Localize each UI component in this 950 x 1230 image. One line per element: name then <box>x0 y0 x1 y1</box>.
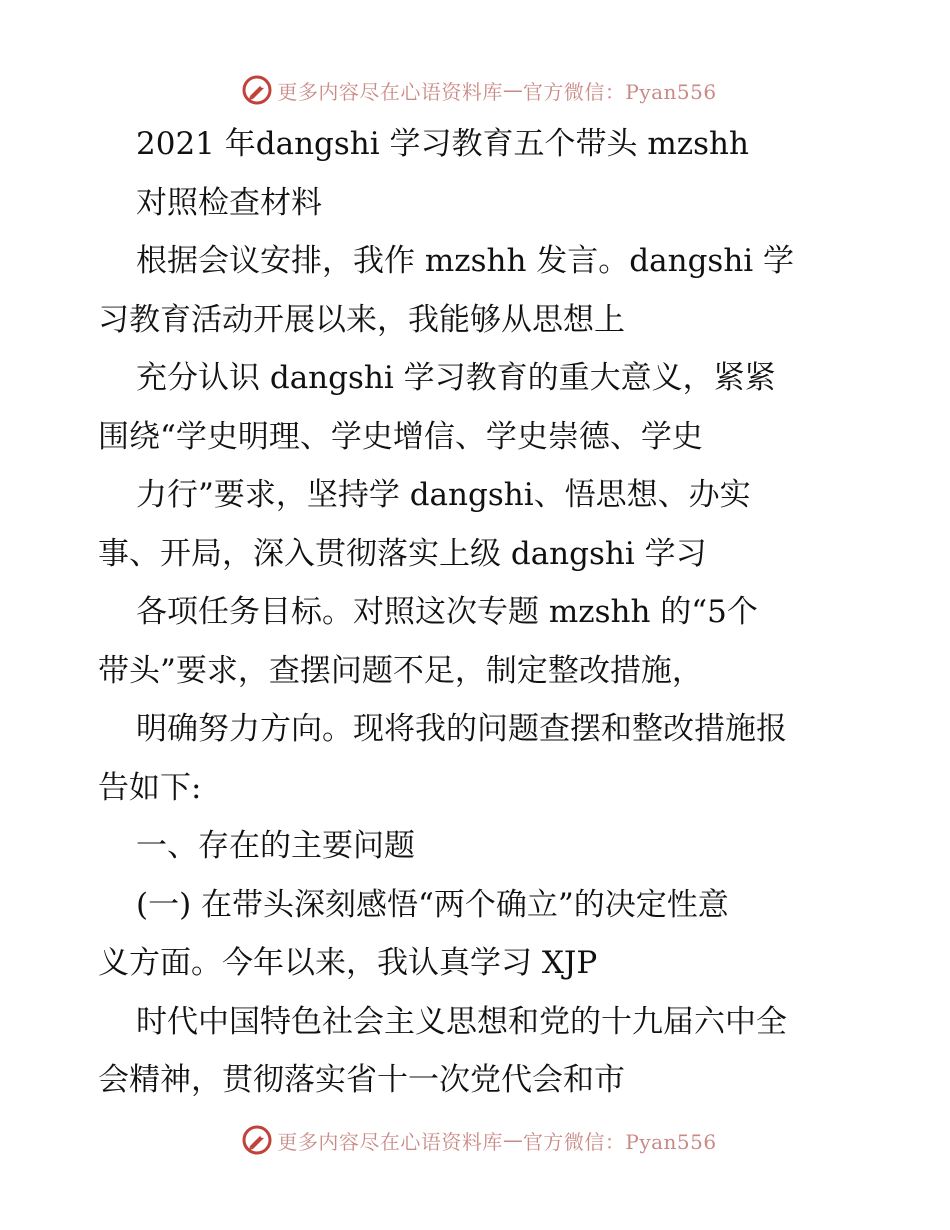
banner-title: 更多内容尽在心语资料库 <box>277 79 503 104</box>
pen-logo-icon <box>241 74 273 106</box>
paragraph-line: 时代中国特色社会主义思想和党的十九届六中全 <box>136 1003 787 1040</box>
banner-inner <box>241 1124 716 1156</box>
paragraph-line: 充分认识 dangshi 学习教育的重大意义，紧紧 <box>136 360 776 396</box>
paragraph-line: (一) 在带头深刻感悟“两个确立”的决定性意 <box>136 886 729 923</box>
banner-dash: — <box>502 1128 523 1152</box>
paragraph-line: 带头”要求，查摆问题不足，制定整改措施， <box>98 652 703 689</box>
document-body <box>98 115 898 1110</box>
banner-dash: — <box>502 78 523 102</box>
section-heading: 一、存在的主要问题 <box>136 828 415 864</box>
paragraph-line: 围绕“学史明理、学史增信、学史崇德、学史 <box>98 418 703 455</box>
paragraph-line: 义方面。今年以来，我认真学习 XJP <box>98 945 598 981</box>
doc-subtitle-line: 对照检查材料 <box>136 184 322 221</box>
banner-inner <box>241 74 716 106</box>
banner-wechat: 官方微信：Pyan556 <box>522 1129 717 1154</box>
paragraph-line: 各项任务目标。对照这次专题 mzshh 的“5个 <box>136 594 758 630</box>
paragraph-line: 告如下: <box>98 769 202 806</box>
paragraph-line: 事、开局，深入贯彻落实上级 dangshi 学习 <box>98 535 707 572</box>
paragraph-line: 力行”要求，坚持学 dangshi、悟思想、办实 <box>136 477 751 513</box>
paragraph-line: 明确努力方向。现将我的问题查摆和整改措施报 <box>136 711 787 747</box>
banner-title: 更多内容尽在心语资料库 <box>277 1129 503 1154</box>
paragraph-line: 根据会议安排，我作 mzshh 发言。dangshi 学 <box>136 243 795 279</box>
footer-banner[interactable] <box>0 1120 950 1160</box>
pen-logo-icon <box>241 1124 273 1156</box>
header-banner[interactable] <box>0 70 950 110</box>
paragraph-line: 会精神，贯彻落实省十一次党代会和市 <box>98 1062 625 1098</box>
banner-wechat: 官方微信：Pyan556 <box>522 79 717 104</box>
doc-title-line: 2021 年dangshi 学习教育五个带头 mzshh <box>136 126 749 162</box>
paragraph-line: 习教育活动开展以来，我能够从思想上 <box>98 301 625 338</box>
